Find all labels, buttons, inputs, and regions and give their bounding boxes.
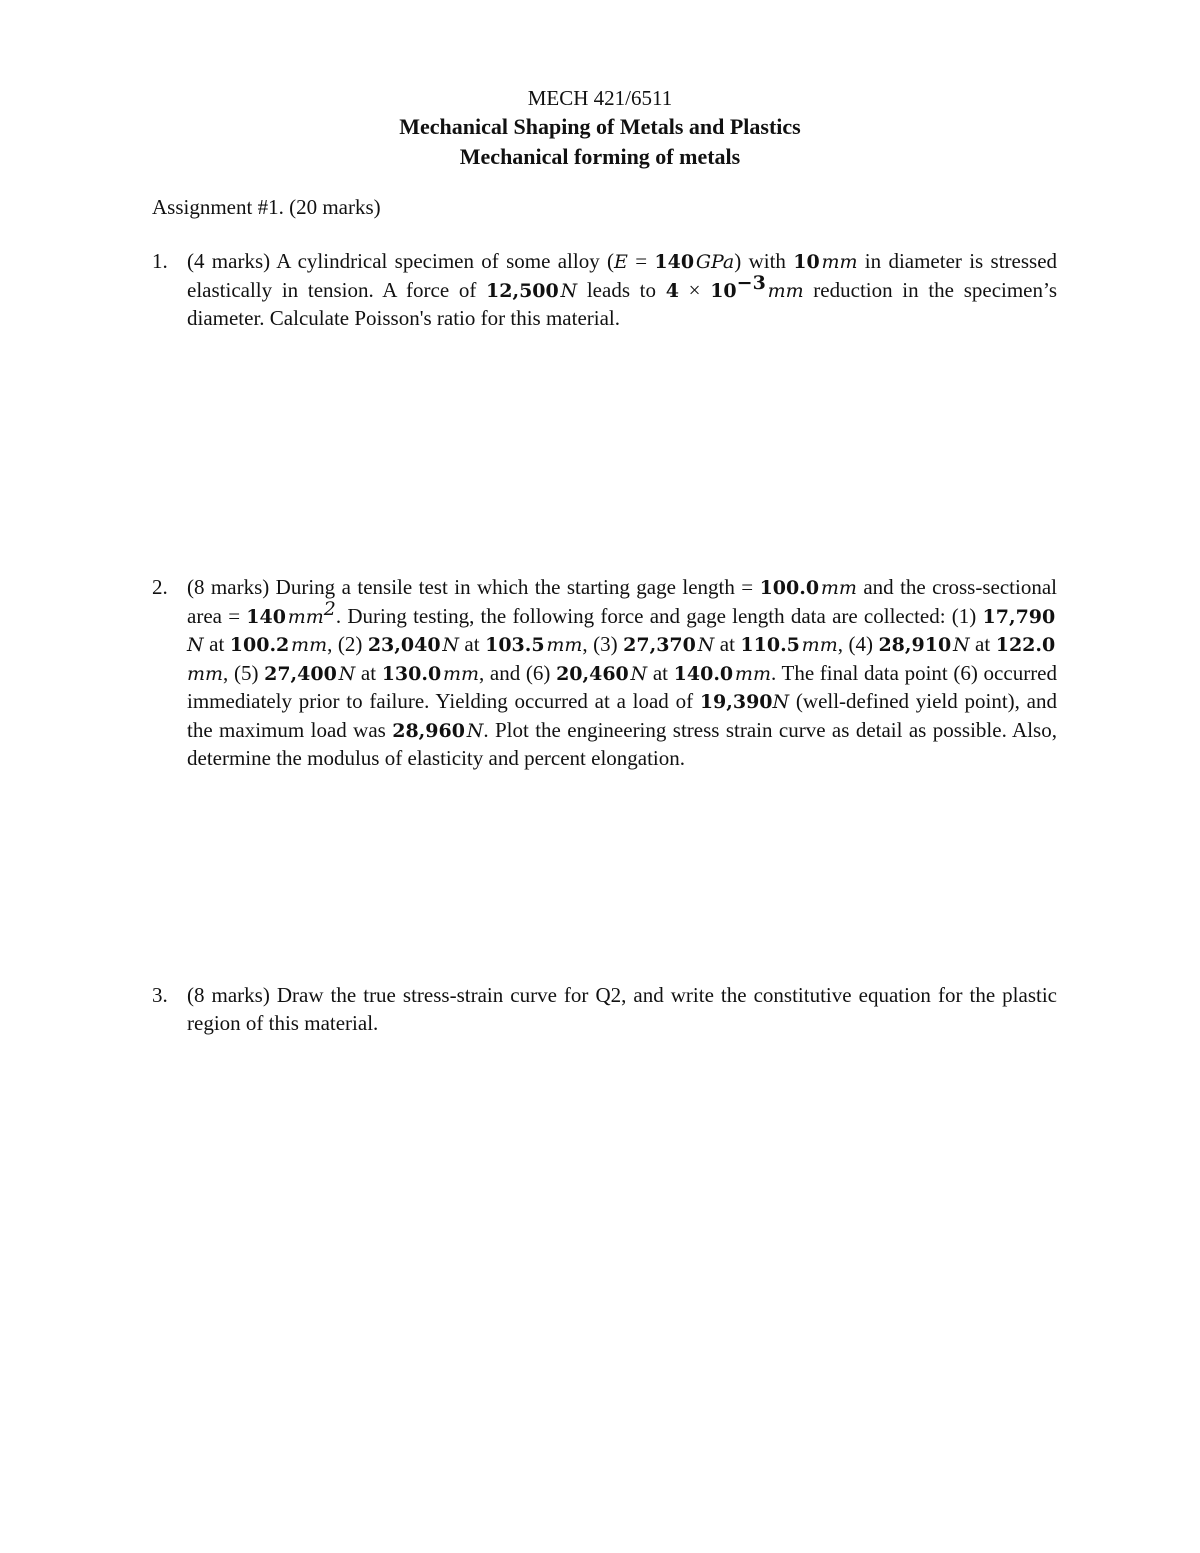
- math-unit: mm: [801, 634, 838, 656]
- math-unit: N: [630, 662, 648, 685]
- math-value: 4: [665, 279, 679, 302]
- math-exponent: 2: [323, 597, 336, 620]
- math-value: 100.0: [759, 577, 820, 599]
- math-value: 10: [710, 279, 737, 302]
- math-unit: mm: [442, 662, 480, 685]
- question-number: 2.: [152, 575, 168, 599]
- text-run: at: [714, 632, 741, 656]
- data-force: 28,910: [878, 634, 952, 656]
- question-number: 3.: [152, 983, 168, 1007]
- math-value: 140: [654, 251, 695, 273]
- assignment-heading: Assignment #1. (20 marks): [152, 195, 381, 219]
- course-code: MECH 421/6511: [527, 86, 673, 110]
- math-unit: N: [442, 634, 459, 656]
- data-length: 110.5: [740, 634, 800, 656]
- math-value: 10: [793, 251, 820, 273]
- data-length: 103.5: [485, 634, 545, 656]
- math-value: 140: [246, 605, 286, 628]
- text-run: , (4): [837, 632, 879, 656]
- question-text: [187, 248, 1057, 333]
- math-unit: mm: [187, 662, 224, 685]
- math-unit: N: [187, 634, 204, 656]
- question-text: [187, 574, 1057, 773]
- question-text: (8 marks) Draw the true stress-strain curve for Q2, and write the constitutive equation for the plastic region of this material.: [187, 983, 1057, 1035]
- text-run: , (5): [223, 660, 265, 685]
- text-run: at: [355, 660, 382, 685]
- math-unit: N: [772, 691, 790, 713]
- math-symbol: E: [614, 251, 628, 273]
- data-length: 130.0: [381, 662, 442, 685]
- text-run: . The final data point (6) occurred immediately prior to failure. Yielding occurred at a load of: [187, 660, 1058, 713]
- course-title: Mechanical Shaping of Metals and Plastics: [399, 114, 801, 139]
- math-unit: GPa: [695, 251, 735, 273]
- data-force: 27,370: [623, 634, 696, 656]
- text-run: ) with: [734, 249, 794, 273]
- question-2: [152, 574, 1057, 773]
- text-run: , (3): [582, 632, 624, 656]
- text-run: (8 marks) During a tensile test in which the starting gage length =: [187, 575, 760, 599]
- math-operator: ×: [678, 277, 711, 302]
- math-unit: N: [952, 634, 970, 656]
- text-run: and the cross-sectional area =: [187, 575, 1057, 628]
- data-length: 122.0: [995, 634, 1056, 656]
- math-unit: N: [560, 279, 578, 302]
- text-run: , and (6): [479, 660, 557, 685]
- math-unit: N: [697, 634, 715, 656]
- text-run: leads to: [577, 277, 666, 302]
- data-length: 140.0: [673, 662, 734, 685]
- text-run: . Plot the engineering stress strain curve as detail as possible. Also, determine the modulus of elasticity and percent elongation.: [187, 717, 1057, 770]
- text-run: at: [458, 632, 486, 656]
- math-unit: mm: [291, 634, 328, 656]
- text-run: reduction in the specimen’s diameter. Calculate Poisson's ratio for this material.: [187, 277, 1058, 330]
- text-run: . During testing, the following force and gage length data are collected: (1): [335, 603, 983, 628]
- data-force: 20,460: [556, 662, 629, 685]
- question-number: 1.: [152, 249, 168, 273]
- math-exponent: −3: [736, 271, 766, 294]
- text-run: at: [647, 660, 674, 685]
- course-subtitle: Mechanical forming of metals: [459, 144, 741, 169]
- data-force: 23,040: [367, 634, 441, 656]
- data-length: 100.2: [229, 634, 290, 656]
- data-force: 17,790: [982, 605, 1056, 628]
- math-unit: N: [466, 719, 484, 742]
- data-force: 27,400: [264, 662, 337, 685]
- document-header: [0, 84, 1200, 172]
- math-unit: mm: [820, 577, 857, 599]
- text-run: in diameter is stressed elastically in tension. A force of: [187, 249, 1058, 302]
- math-operator: =: [627, 249, 655, 273]
- math-unit: mm: [767, 279, 804, 302]
- yield-load: 19,390: [699, 691, 773, 713]
- text-run: at: [969, 632, 996, 656]
- text-run: at: [203, 632, 230, 656]
- math-unit: mm: [734, 662, 771, 685]
- math-unit: mm: [821, 251, 858, 273]
- text-run: (4 marks) A cylindrical specimen of some alloy (: [187, 249, 615, 273]
- max-load: 28,960: [392, 719, 465, 742]
- math-unit: mm: [546, 634, 583, 656]
- math-value: 12,500: [486, 279, 559, 302]
- question-3: [152, 982, 1057, 1037]
- text-run: (well-defined yield point), and the maximum load was: [187, 689, 1057, 742]
- question-1: [152, 248, 1057, 333]
- math-unit: N: [338, 662, 356, 685]
- text-run: , (2): [327, 632, 368, 656]
- math-unit: mm: [287, 605, 324, 628]
